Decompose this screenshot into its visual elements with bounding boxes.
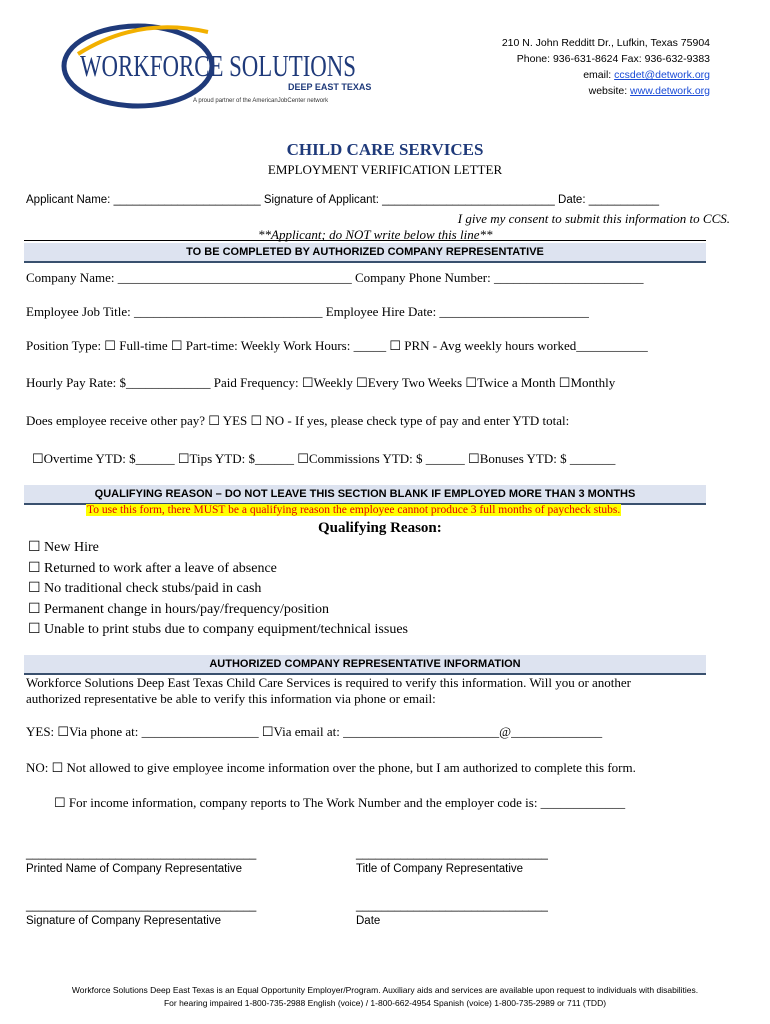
signature-label: Signature of Company Representative (26, 915, 221, 927)
applicant-line[interactable]: Applicant Name: _______________________ Signature of Applicant: ___________________________ Date: ___________ (26, 194, 660, 206)
date-line[interactable]: ______________________________ (356, 900, 548, 912)
pay-rate-field[interactable]: Hourly Pay Rate: $_____________ Paid Frequency: ☐Weekly ☐Every Two Weeks ☐Twice a Month ☐Monthly (26, 375, 616, 390)
section-header-rep-info: AUTHORIZED COMPANY REPRESENTATIVE INFORMATION (24, 655, 706, 675)
printed-name-line[interactable]: ____________________________________ (26, 848, 257, 860)
position-type-field[interactable]: Position Type: ☐ Full-time ☐ Part-time: Weekly Work Hours: _____ ☐ PRN - Avg weekly hours worked___________ (26, 338, 648, 353)
reason-permanent-change[interactable]: ☐ Permanent change in hours/pay/frequency/position (28, 601, 330, 617)
warning-text: To use this form, there MUST be a qualifying reason the employee cannot produce 3 full months of paycheck stubs. (87, 504, 621, 516)
footer (0, 984, 770, 1010)
divider (24, 240, 706, 241)
logo-sub: DEEP EAST TEXAS (288, 82, 372, 92)
reason-unable-print[interactable]: ☐ Unable to print stubs due to company equipment/technical issues (28, 622, 408, 637)
email-line: email: ccsdet@detwork.org (583, 69, 710, 81)
consent-text: I give my consent to submit this information to CCS. (457, 211, 730, 226)
intro-line-1: Workforce Solutions Deep East Texas Child Care Services is required to verify this information. Will you or another (26, 675, 632, 690)
email-link[interactable]: ccsdet@detwork.org (614, 69, 710, 81)
other-pay-field[interactable]: Does employee receive other pay? ☐ YES ☐ NO - If yes, please check type of pay and enter YTD total: (26, 413, 570, 428)
intro-line-2: authorized representative be able to verify this information via phone or email: (26, 691, 436, 706)
printed-name-label: Printed Name of Company Representative (26, 863, 243, 875)
section-header-qualifying: QUALIFYING REASON – DO NOT LEAVE THIS SECTION BLANK IF EMPLOYED MORE THAN 3 MONTHS (24, 485, 706, 505)
no-field[interactable]: NO: ☐ Not allowed to give employee income information over the phone, but I am authorized to complete this form. (26, 760, 636, 775)
address-block (502, 35, 710, 99)
reason-returned[interactable]: ☐ Returned to work after a leave of absence (28, 560, 277, 576)
date-label: Date (356, 915, 381, 927)
footer-hearing: For hearing impaired 1-800-735-2988 English (voice) / 1-800-662-4954 Spanish (voice) 1-800-735-2989 or 711 (TDD) (163, 998, 607, 1008)
job-title-field[interactable]: Employee Job Title: _____________________________ Employee Hire Date: _______________________ (26, 304, 589, 319)
workforce-solutions-logo (58, 14, 378, 114)
company-name-field[interactable]: Company Name: ____________________________________ Company Phone Number: _______________________ (26, 270, 644, 285)
signature-line[interactable]: ____________________________________ (26, 900, 257, 912)
page-title: CHILD CARE SERVICES (286, 140, 484, 159)
ytd-field[interactable]: ☐Overtime YTD: $______ ☐Tips YTD: $______ ☐Commissions YTD: $ ______ ☐Bonuses YTD: $ _______ (32, 451, 616, 466)
reason-new-hire[interactable]: ☐ New Hire (28, 540, 99, 555)
work-number-field[interactable]: ☐ For income information, company reports to The Work Number and the employer code is: _____________ (54, 795, 626, 810)
address-line: 210 N. John Redditt Dr., Lufkin, Texas 75904 (501, 37, 710, 49)
section-header-authorized: TO BE COMPLETED BY AUTHORIZED COMPANY REPRESENTATIVE (24, 243, 706, 263)
phone-line: Phone: 936-631-8624 Fax: 936-632-9383 (516, 53, 710, 65)
title-line[interactable]: ______________________________ (356, 848, 548, 860)
page-subtitle: EMPLOYMENT VERIFICATION LETTER (267, 162, 503, 177)
footer-eeo: Workforce Solutions Deep East Texas is an Equal Opportunity Employer/Program. Auxiliary aids and services are available upon request to individuals with disabilities. (71, 985, 699, 995)
reason-list (28, 538, 408, 641)
qualifying-heading: Qualifying Reason: (318, 520, 442, 536)
logo-name: WORKFORCE SOLUTIONS (80, 48, 356, 83)
applicant-note: **Applicant; do NOT write below this line** (258, 227, 493, 242)
yes-field[interactable]: YES: ☐Via phone at: __________________ ☐Via email at: ________________________@______________ (26, 724, 603, 739)
website-link[interactable]: www.detwork.org (630, 85, 710, 97)
title-label: Title of Company Representative (356, 863, 524, 875)
logo-tagline: A proud partner of the AmericanJobCenter network (193, 98, 329, 104)
reason-no-stubs[interactable]: ☐ No traditional check stubs/paid in cash (28, 581, 262, 596)
website-line: website: www.detwork.org (588, 85, 710, 97)
